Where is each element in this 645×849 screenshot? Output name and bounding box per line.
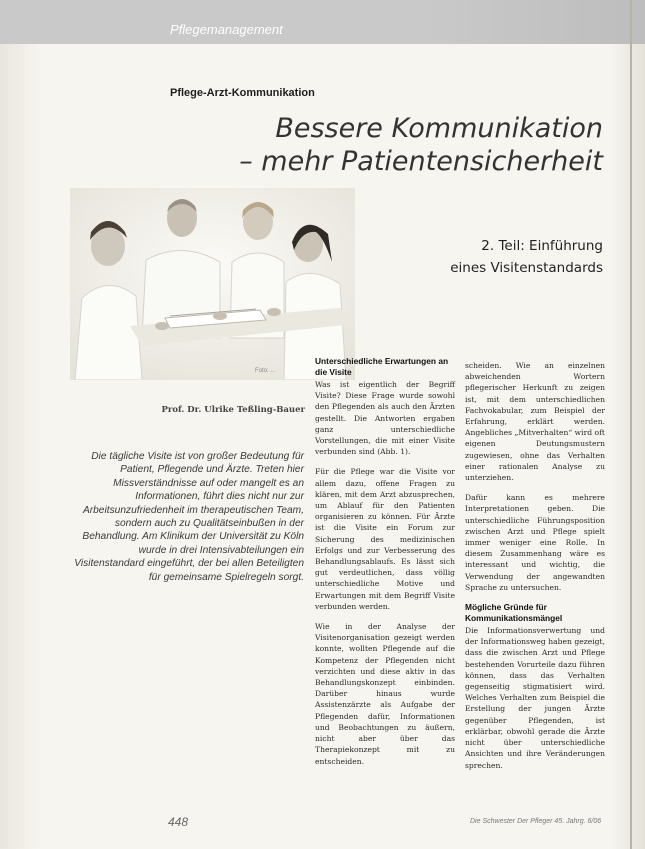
column2-paragraph-2: Dafür kann es mehrere Interpretationen geben. Die unterschiedliche Führungsposition zwischen Arzt und Pflege spielt immer weniger eine Rolle. In diesem Zusammenhang wäre es interessant und wichtig, die Verwendung der angewandten Sprache zu untersuchen. (465, 493, 605, 592)
column2-heading: Mögliche Gründe für Kommunikationsmängel (465, 602, 563, 623)
page-edge (630, 0, 632, 849)
intro-text: Die tägliche Visite ist von großer Bedeutung für Patient, Pflegende und Ärzte. Treten hier Missverständnisse auf oder mangelt es an Informationen, führt dies nicht nur zur Arbeitsunzufriedenheit im therapeutischen Team, sondern auch zu Qualitätseinbußen in der Behandlung. Am Klinikum der Universität zu Köln wurde in drei Intensivabteilungen ein Visitenstandard eingeführt, der bei allen Beteiligten für gemeinsame Spielregeln sorgt. (74, 451, 304, 583)
article-title (163, 112, 603, 178)
column1-paragraph-3: Wie in der Analyse der Visitenorganisation gezeigt werden konnte, wollten Pflegende auf die Kompetenz der Pflegenden nicht verzichten und diese aktiv in das Behandlungskonzept einbinden. Darüber hinaus wurde Assistenzärzte als Aufgabe der Pflegenden dafür, Informationen und Beobachtungen zu äußern, nicht aber über das Therapiekonzept mit zu entscheiden. (315, 622, 455, 766)
author-name: Prof. Dr. Ulrike Teßling-Bauer (161, 405, 305, 415)
article-kicker: Pflege-Arzt-Kommunikation (170, 87, 315, 99)
article-subtitle (450, 235, 603, 279)
team-photo (70, 188, 355, 380)
text-column-1 (315, 356, 455, 776)
section-label: Pflegemanagement (170, 22, 283, 37)
subtitle-line-1: 2. Teil: Einführung (481, 238, 603, 254)
title-line-1: Bessere Kommunikation (275, 113, 603, 144)
column1-heading: Unterschiedliche Erwartungen an die Visite (315, 356, 449, 377)
journal-info: Die Schwester Der Pfleger 45. Jahrg. 6/06 (470, 818, 602, 825)
subtitle-line-2: eines Visitenstandards (450, 260, 603, 276)
page-number: 448 (168, 815, 189, 829)
column1-paragraph-2: Für die Pflege war die Visite vor allem dazu, offene Fragen zu klären, mit dem Arzt abzusprechen, um Ablauf für den Patienten organisieren zu können. Für Ärzte ist die Visite ein Forum zur Sicherung des medizinischen Erfolgs und zur Verbesserung des Behandlungsablaufs. Es lässt sich gut verdeutlichen, dass völlig unterschiedliche Motive und Erwartungen mit dem Begriff Visite verbunden werden. (315, 467, 455, 611)
column1-paragraph-1: Was ist eigentlich der Begriff Visite? Diese Frage wurde sowohl den Pflegenden als auch den Ärzten gestellt. Die Antworten ergaben ganz unterschiedliche Vorstellungen, die mit einer Visite verbunden sind (Abb. 1). (315, 380, 455, 457)
photo-credit: Foto: ... (255, 368, 276, 374)
column2-paragraph-3: Die Informationsverwertung und der Informationsweg haben gezeigt, dass die zwischen Arzt und Pflege bestehenden Vorurteile dazu führen können, dass das Verhalten gegenseitig stigmatisiert wird. Welches Verhalten zum Beispiel die Erstellung der jungen Ärzte gegenüber Pflegenden, ist erklärbar, obwohl gerade die Ärzte nicht über unterschiedliche Ansichten und ihre Veränderungen sprechen. (465, 626, 605, 770)
title-line-2: – mehr Patientensicherheit (239, 146, 603, 177)
text-column-2 (465, 360, 605, 780)
header-band (0, 0, 645, 44)
column2-paragraph-1: scheiden. Wie an einzelnen abweichenden Wortern pflegerischer Herkunft zu zeigen ist, mit dem unterschiedlichen Fachvokabular, zum Beispiel der Erfahrung, erklärt werden. Angebliches „Mitverhalten“ wird oft eigenen Deutungsmustern zugewiesen, ohne das Verhalten einer rationalen Analyse zu unterziehen. (465, 361, 605, 483)
